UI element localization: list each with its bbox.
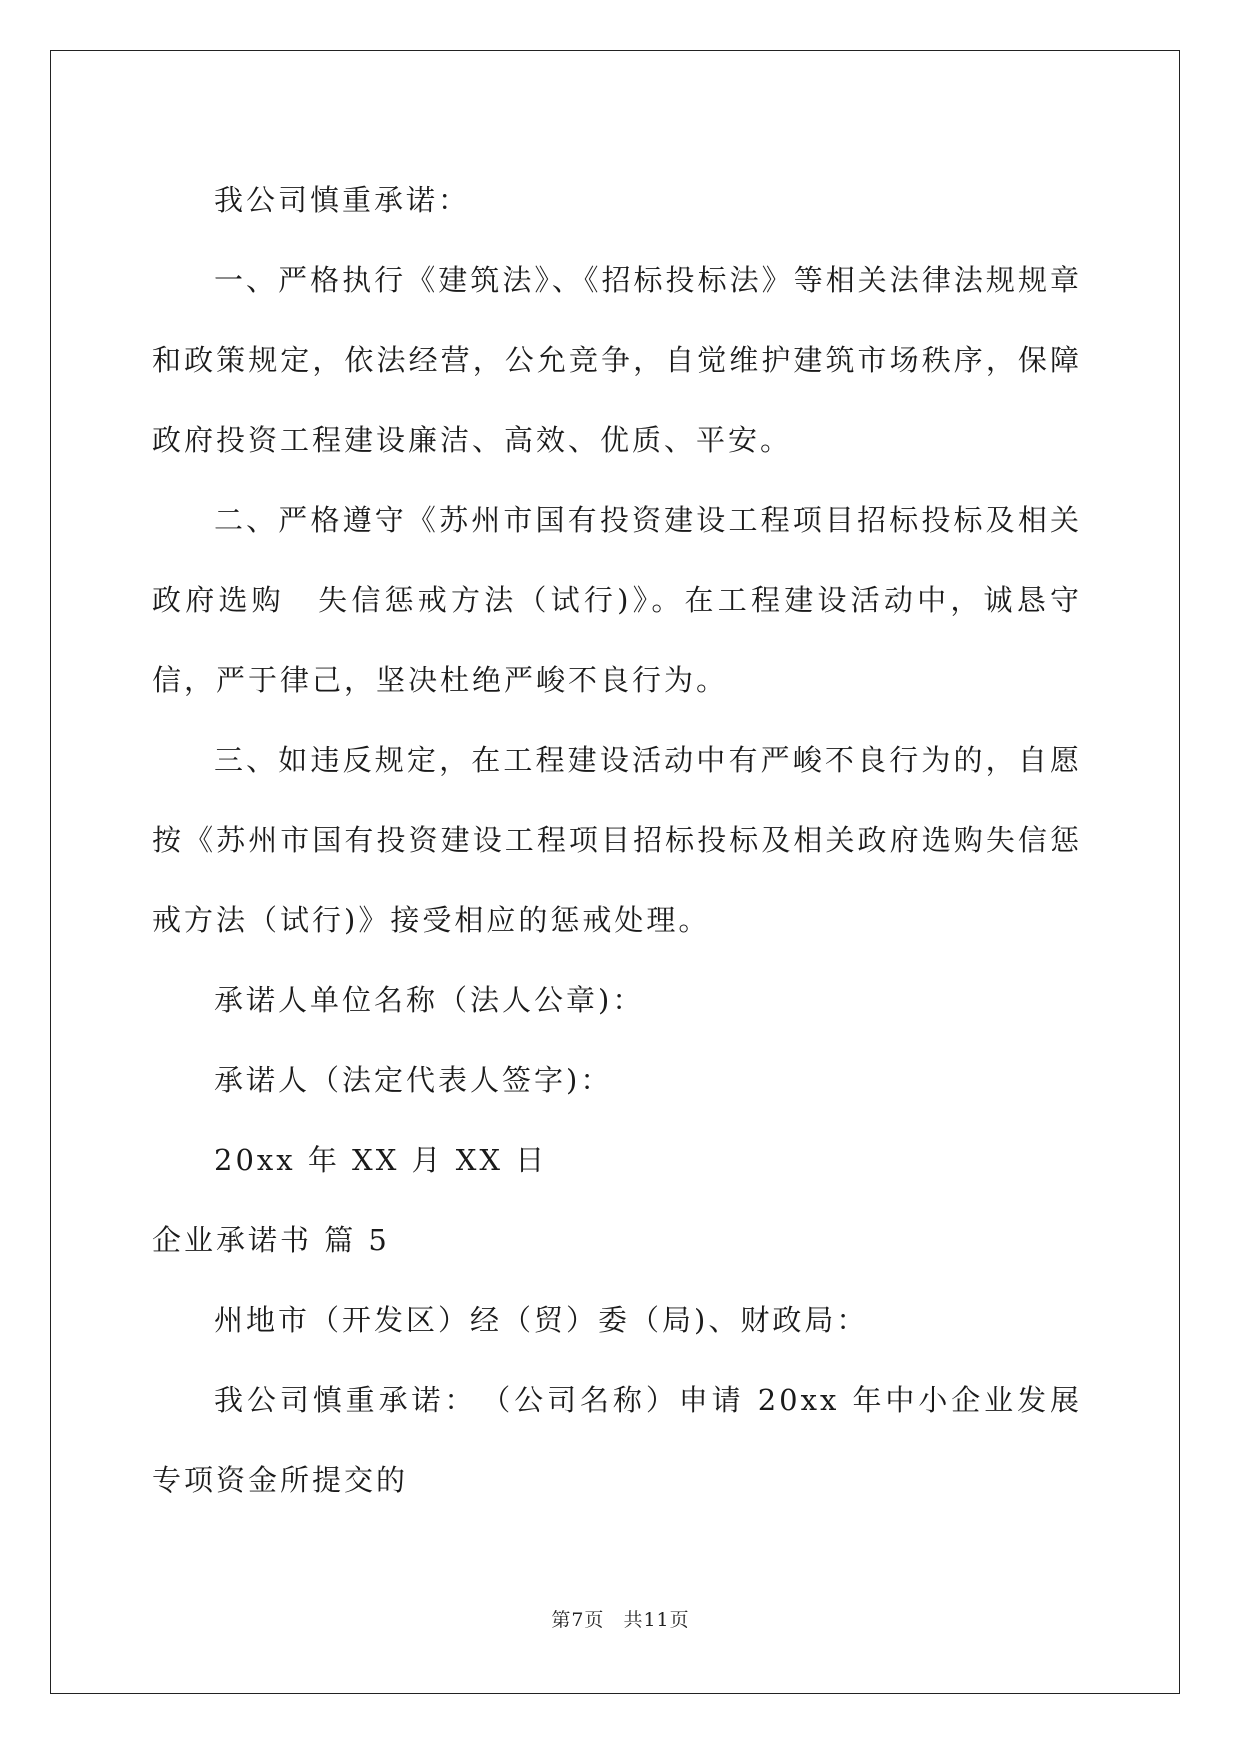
paragraph-clause-one: 一、严格执行《建筑法》、《招标投标法》等相关法律法规规章和政策规定，依法经营，公允竞争，自觉维护建筑市场秩序，保障政府投资工程建设廉洁、高效、优质、平安。 xyxy=(152,263,1082,457)
total-pages: 共11页 xyxy=(623,1609,690,1631)
paragraph-unit-name: 承诺人单位名称（法人公章)： xyxy=(214,983,645,1017)
paragraph-signatory: 承诺人（法定代表人签字)： xyxy=(214,1063,613,1097)
paragraph-clause-two: 二、严格遵守《苏州市国有投资建设工程项目招标投标及相关政府选购 失信惩戒方法（试行)》。在工程建设活动中，诚恳守信，严于律己，坚决杜绝严峻不良行为。 xyxy=(152,503,1082,697)
page-number: 第7页 xyxy=(551,1609,605,1631)
paragraph-commitment-continued: 我公司慎重承诺： （公司名称）申请 20xx 年中小企业发展专项资金所提交的 xyxy=(152,1383,1082,1497)
section-heading: 企业承诺书 篇 5 xyxy=(152,1223,390,1257)
paragraph-addressee: 州地市（开发区）经（贸）委（局)、财政局： xyxy=(214,1303,869,1337)
document-body xyxy=(152,160,1082,1520)
paragraph-commitment-intro: 我公司慎重承诺： xyxy=(214,183,471,217)
page-footer xyxy=(0,1605,1241,1632)
paragraph-date: 20xx 年 XX 月 XX 日 xyxy=(214,1143,548,1177)
paragraph-clause-three: 三、如违反规定，在工程建设活动中有严峻不良行为的，自愿按《苏州市国有投资建设工程项目招标投标及相关政府选购失信惩戒方法（试行)》接受相应的惩戒处理。 xyxy=(152,743,1082,937)
